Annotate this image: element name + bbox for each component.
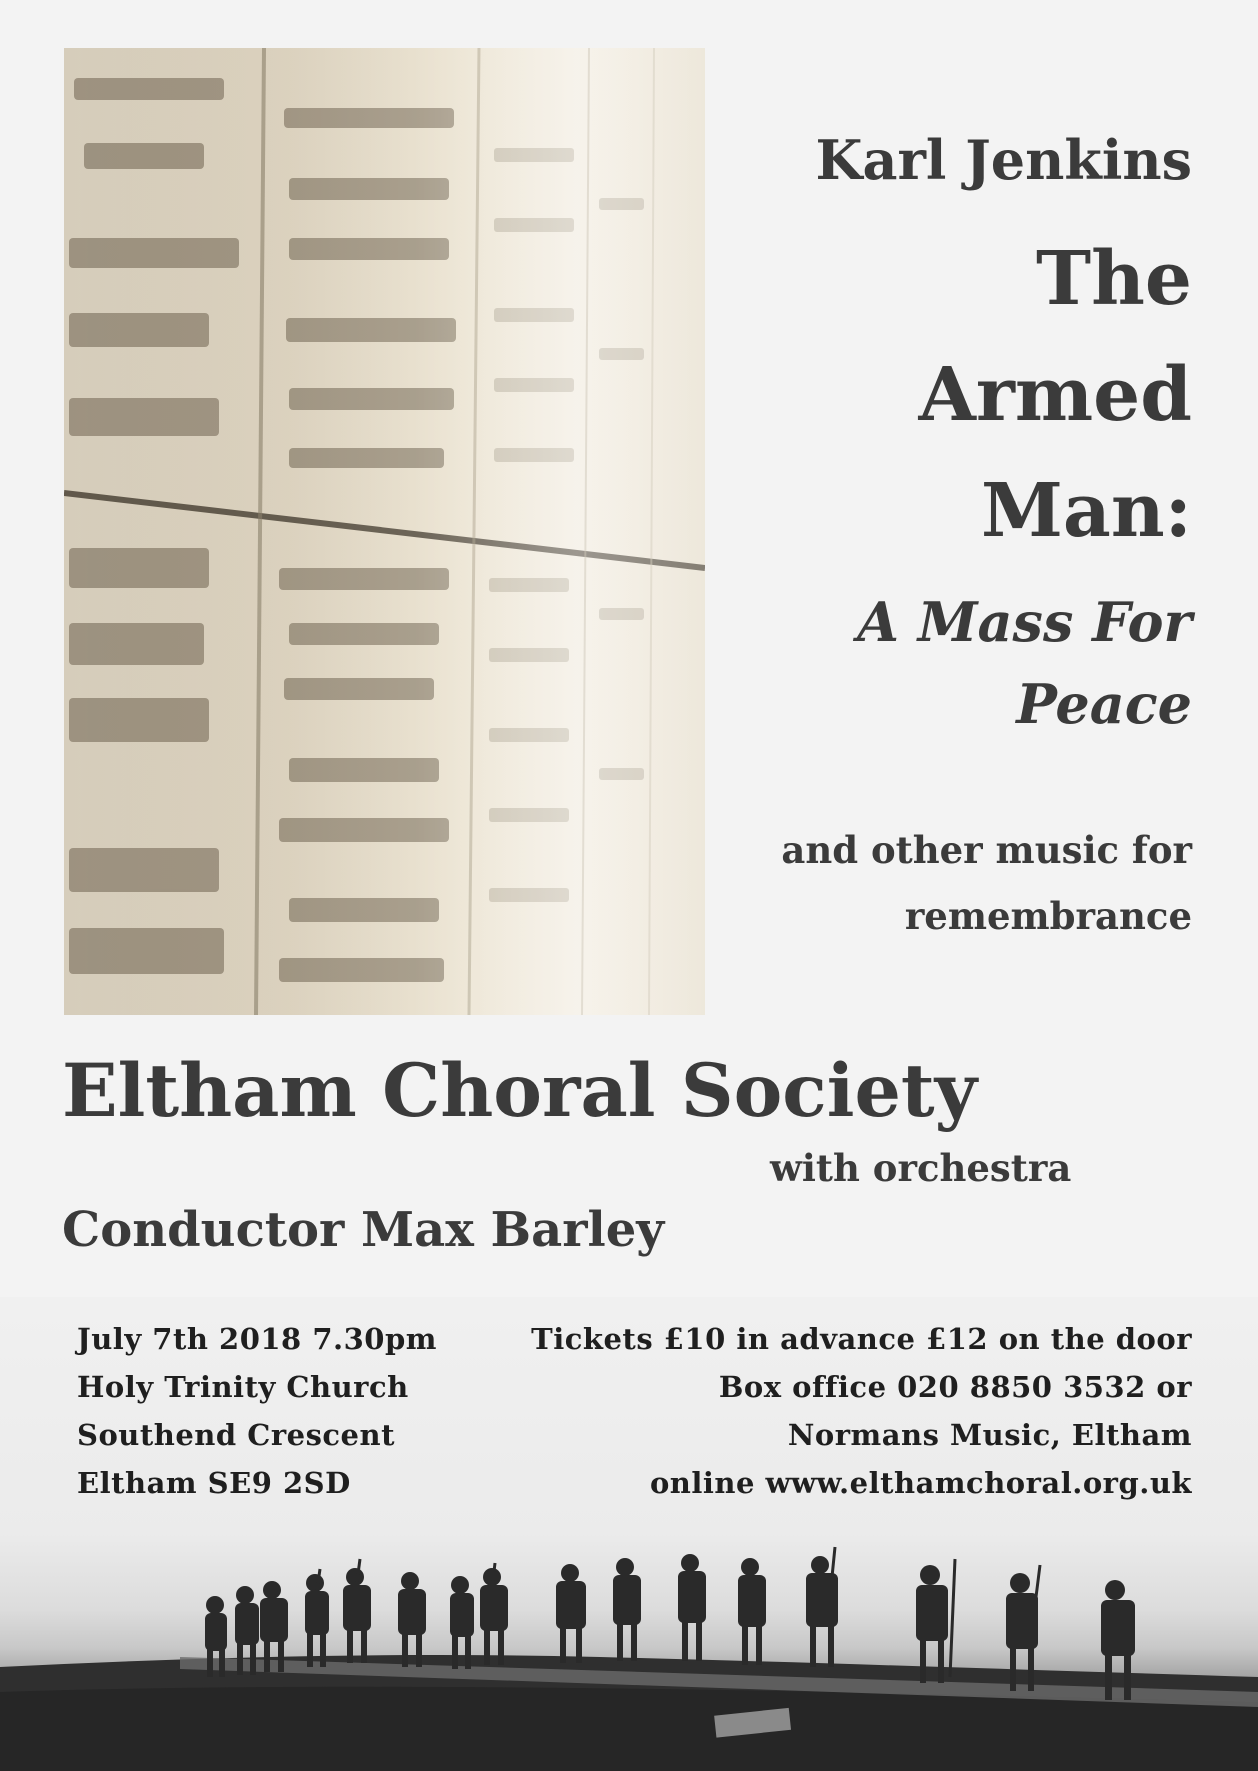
- website: online www.elthamchoral.org.uk: [649, 1466, 1192, 1500]
- event-venue: Holy Trinity Church: [77, 1370, 409, 1404]
- other-music-line-1: and other music for: [781, 828, 1192, 872]
- event-street: Southend Crescent: [77, 1418, 395, 1452]
- memorial-wall-photo: [64, 48, 705, 1015]
- event-town: Eltham SE9 2SD: [77, 1466, 351, 1500]
- soldiers-drawing: [0, 1297, 1258, 1771]
- ticket-prices: Tickets £10 in advance £12 on the door: [531, 1322, 1192, 1356]
- title-line-2: Armed: [918, 352, 1192, 438]
- subtitle-line-1: A Mass For: [857, 590, 1192, 654]
- performer-name: Eltham Choral Society: [62, 1048, 978, 1134]
- accompaniment: with orchestra: [770, 1146, 1072, 1190]
- ticket-shop: Normans Music, Eltham: [787, 1418, 1192, 1452]
- subtitle-line-2: Peace: [1016, 672, 1192, 736]
- box-office: Box office 020 8850 3532 or: [718, 1370, 1192, 1404]
- composer-name: Karl Jenkins: [815, 128, 1192, 192]
- title-line-1: The: [1036, 236, 1192, 322]
- conductor-name: Conductor Max Barley: [62, 1202, 665, 1258]
- other-music-line-2: remembrance: [904, 894, 1192, 938]
- memorial-wall-drawing: [64, 48, 705, 1015]
- event-date-time: July 7th 2018 7.30pm: [77, 1322, 437, 1356]
- soldiers-silhouette-photo: [0, 1297, 1258, 1771]
- title-line-3: Man:: [981, 468, 1192, 554]
